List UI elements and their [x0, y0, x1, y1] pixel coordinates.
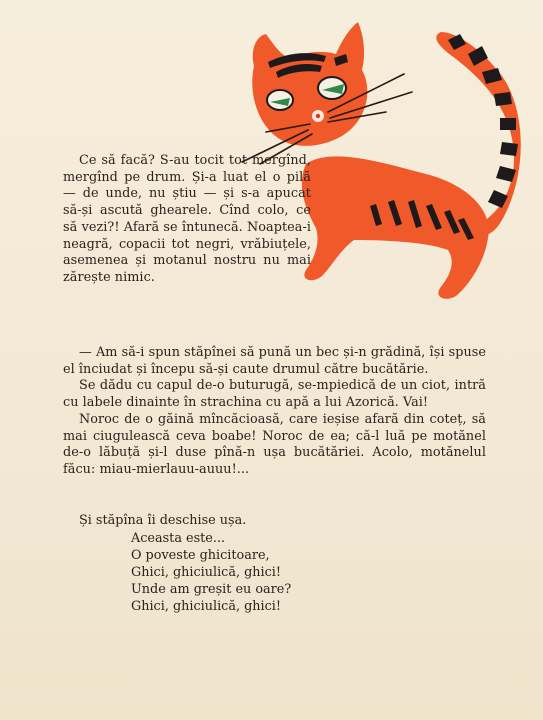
verse-line-4: Unde am greșit eu oare? — [131, 582, 292, 597]
verse — [131, 530, 381, 615]
paragraph-1: Ce să facă? S-au tocit tot mergînd, mergînd pe drum. Și-a luat el o pilă — de unde, nu știu — și s-a apucat să-și ascută ghearele. Cînd colo, ce să vezi?! Afară se întunecă. Noaptea-i neagră, copacii tot negri, vrăbiuțele, asemenea și motanul nostru nu mai zărește nimic. — [63, 153, 311, 285]
closing-line: Și stăpîna îi deschise ușa. — [79, 513, 247, 528]
left-column-text — [63, 153, 311, 287]
verse-line-5: Ghici, ghiciulică, ghici! — [131, 599, 282, 614]
full-width-text — [63, 345, 486, 479]
verse-line-2: O poveste ghicitoare, — [131, 548, 270, 563]
verse-line-1: Aceasta este... — [131, 531, 226, 546]
paragraph-4: Noroc de o găină mîncăcioasă, care ieșise afară din coteț, să mai ciugulească ceva boabe! Noroc de ea; că-l luă pe motănel de-o lăbuță și-l duse pînă-n ușa bucătăriei. Acolo, motănelul făcu: miau-mierlauu-auuu!... — [63, 411, 486, 477]
paragraph-3: Se dădu cu capul de-o buturugă, se-mpiedică de un ciot, intră cu labele dinainte în strachina cu apă a lui Azorică. Vai! — [63, 378, 486, 411]
paragraph-2: — Am să-i spun stăpînei să pună un bec și-n grădină, își spuse el înciudat și începu să-și caute drumul către bucătărie. — [63, 345, 486, 377]
verse-line-3: Ghici, ghiciulică, ghici! — [131, 565, 282, 580]
